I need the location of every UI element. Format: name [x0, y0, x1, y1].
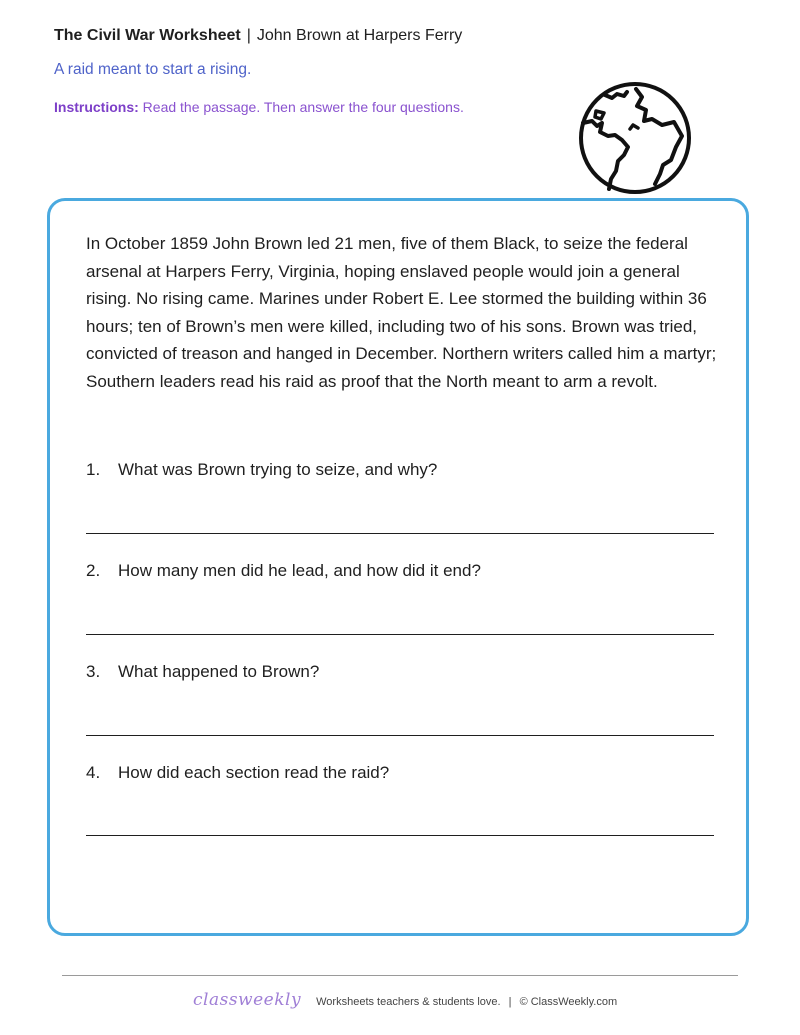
answer-line-3[interactable] [86, 735, 714, 736]
answer-line-2[interactable] [86, 634, 714, 635]
worksheet-subtitle: A raid meant to start a rising. [54, 61, 252, 78]
answer-line-1[interactable] [86, 533, 714, 534]
worksheet-topic: John Brown at Harpers Ferry [256, 27, 463, 44]
question-text: How many men did he lead, and how did it end? [118, 561, 481, 580]
question-text: What happened to Brown? [118, 662, 320, 681]
instructions-text: Read the passage. Then answer the four questions. [142, 99, 464, 115]
footer-copyright: © ClassWeekly.com [519, 996, 618, 1008]
question-number: 2. [86, 561, 101, 580]
footer-divider [62, 975, 738, 976]
question-number: 3. [86, 662, 101, 681]
question-text: How did each section read the raid? [118, 763, 390, 782]
worksheet-header [54, 27, 462, 45]
answer-line-4[interactable] [86, 835, 714, 836]
instructions-label: Instructions: [54, 99, 139, 115]
footer-tagline: Worksheets teachers & students love. [316, 996, 501, 1008]
worksheet-title: The Civil War Worksheet [54, 27, 241, 44]
question-number: 1. [86, 460, 101, 479]
footer-separator: | [508, 996, 512, 1008]
instructions [54, 99, 464, 115]
question-2 [86, 561, 481, 581]
footer [193, 990, 617, 1010]
header-separator: | [246, 27, 251, 44]
question-3 [86, 662, 319, 682]
question-number: 4. [86, 763, 101, 782]
question-text: What was Brown trying to seize, and why? [118, 460, 438, 479]
reading-passage: In October 1859 John Brown led 21 men, five of them Black, to seize the federal arsenal at Harpers Ferry, Virginia, hoping enslaved people would join a general rising. No rising came. Marines under Robert E. Lee stormed the building within 36 hours; ten of Brown’s men were killed, including two of his sons. Brown was tried, convicted of treason and hanged in December. Northern writers called him a martyr; Southern leaders read his raid as proof that the North meant to arm a revolt. [86, 234, 717, 391]
globe-icon [578, 81, 692, 195]
question-4 [86, 763, 389, 783]
brand-logo: classweekly [193, 990, 302, 1010]
question-1 [86, 460, 437, 480]
